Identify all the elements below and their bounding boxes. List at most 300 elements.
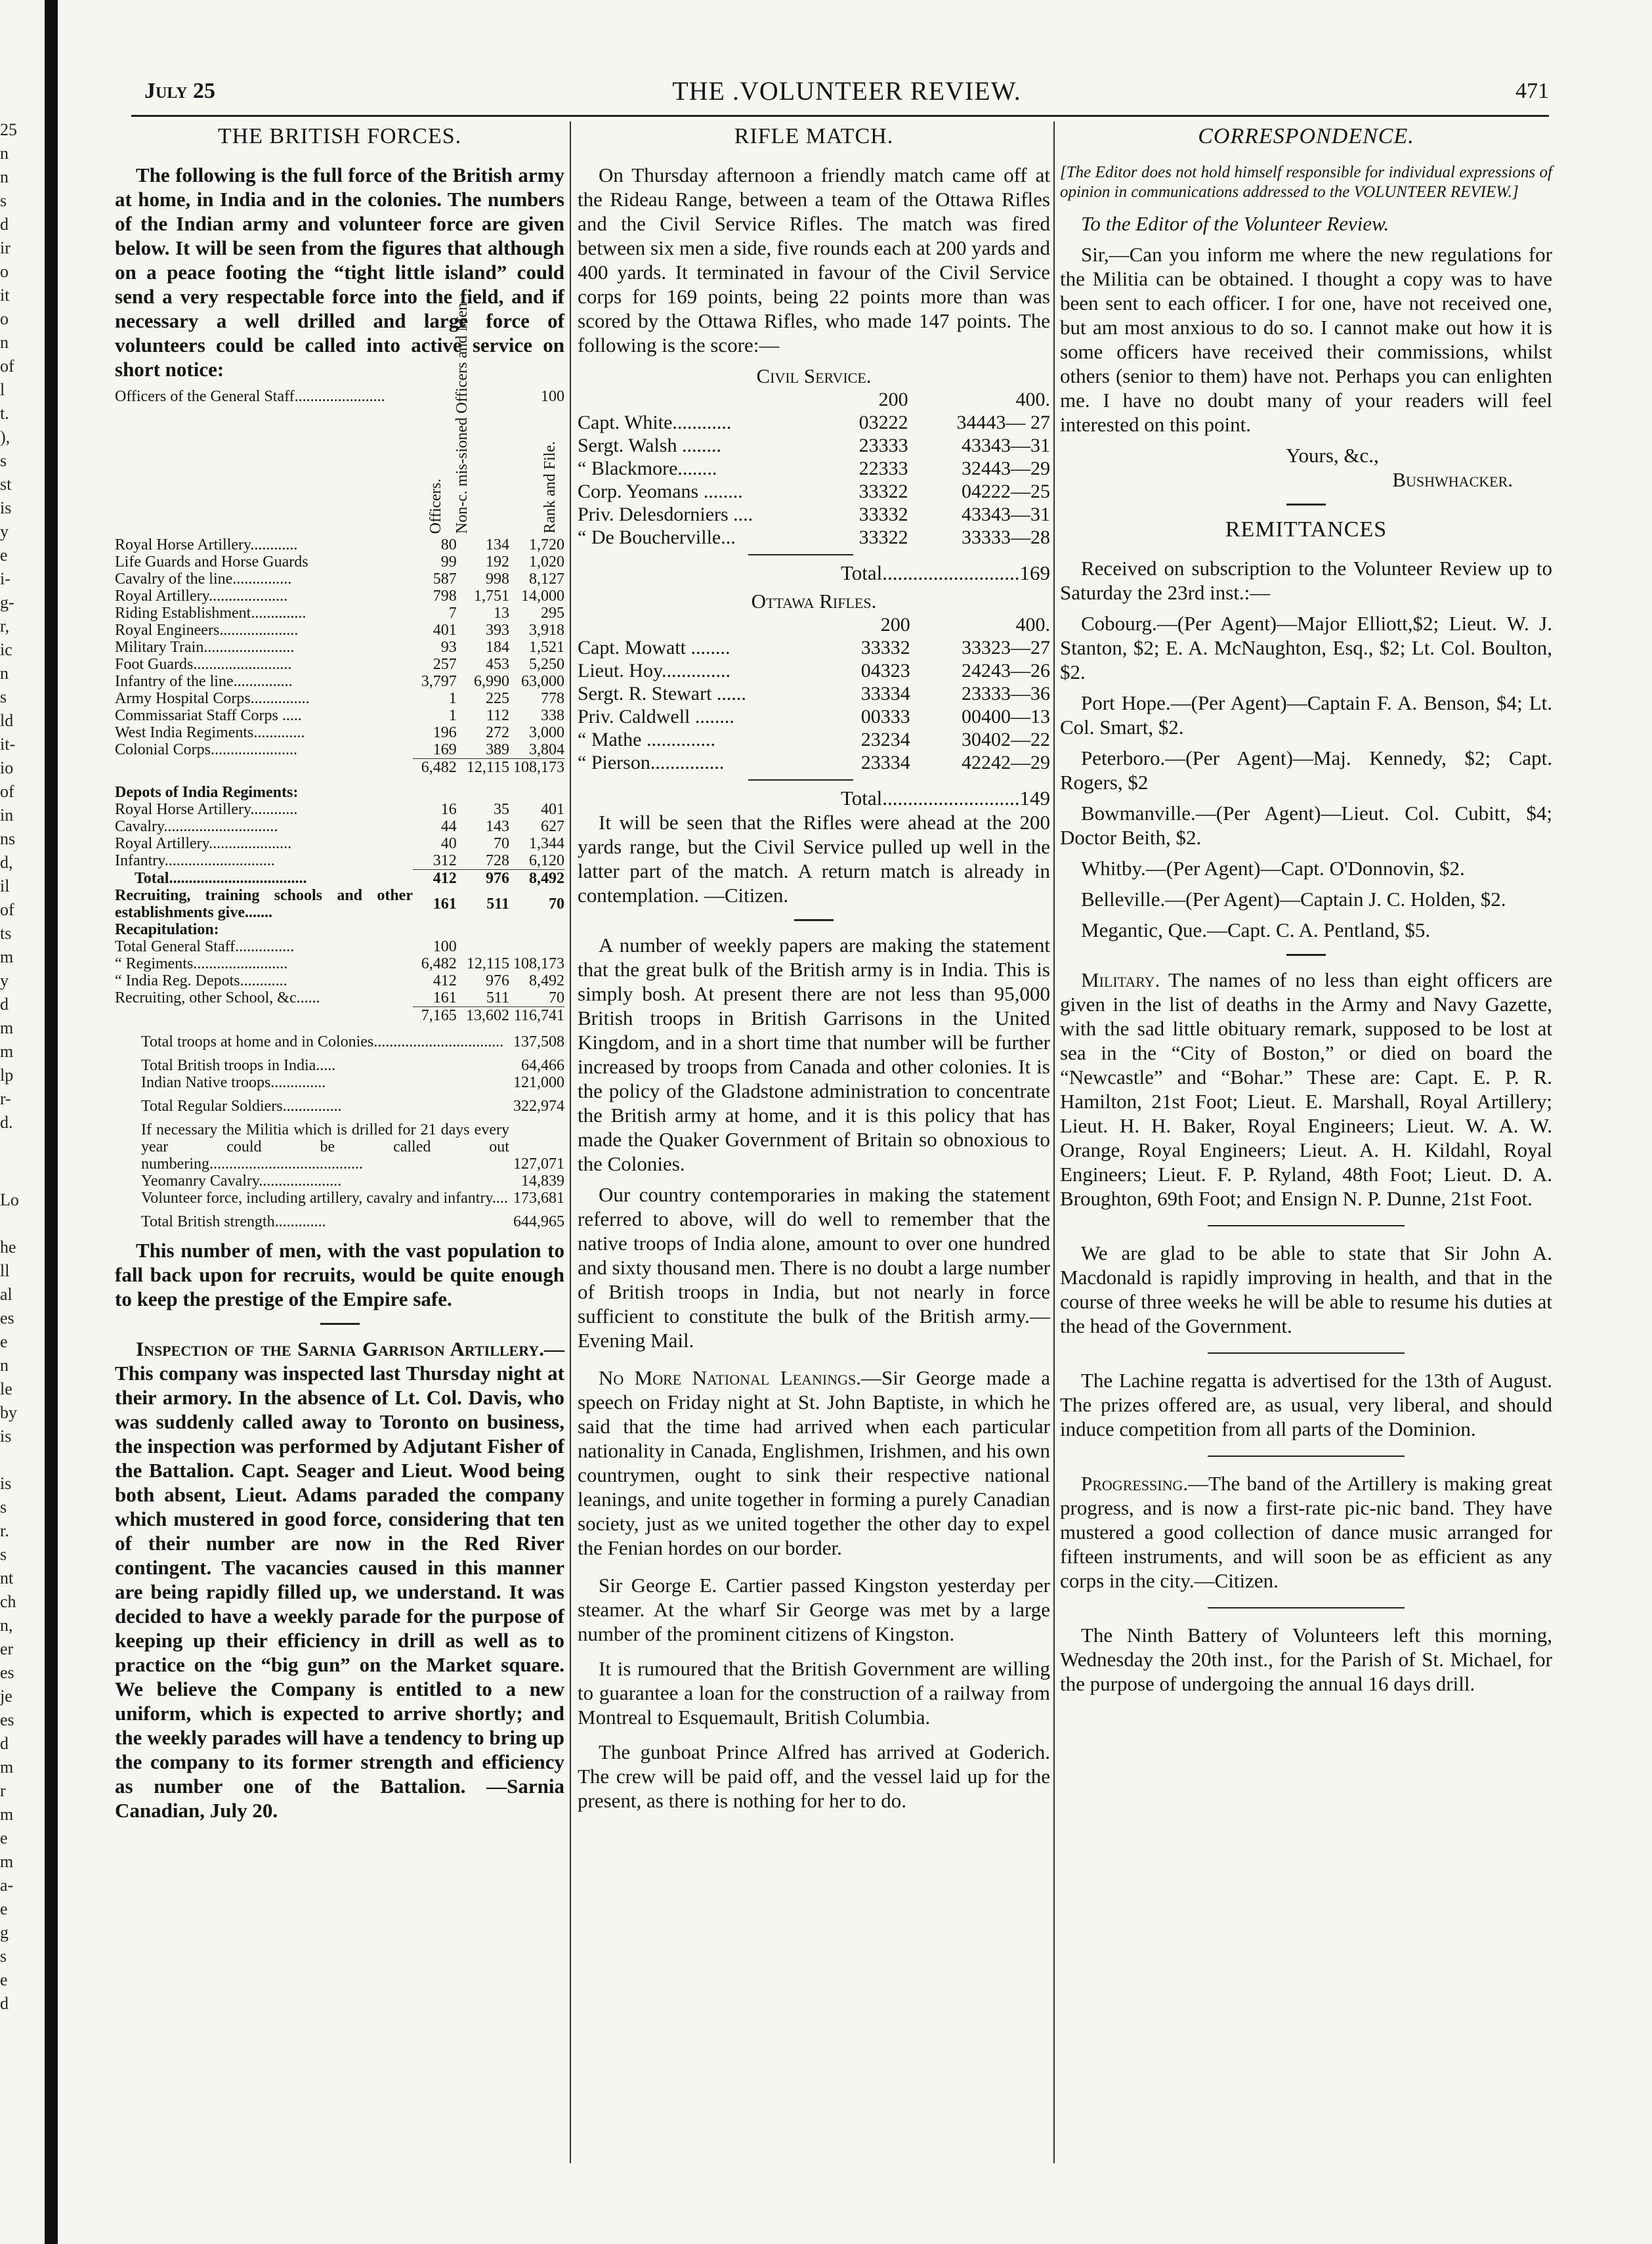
edge-fragment-text: ts	[0, 924, 12, 943]
unit-row-a: 169	[433, 741, 457, 758]
edge-fragment-text	[0, 1212, 39, 1236]
edge-fragment-text: r-	[0, 1089, 11, 1108]
national-leanings-title: No More National Leanings.	[599, 1366, 862, 1389]
depot-row-b: 70	[493, 835, 509, 852]
letter-closing: Yours, &c.,	[1286, 444, 1379, 467]
unit-row-a: 257	[433, 656, 457, 673]
score-row	[578, 682, 1050, 705]
unit-row-name: West India Regiments.............	[115, 724, 305, 741]
team1-total-label: Total...........................	[840, 561, 1020, 584]
page-number: 471	[1515, 79, 1549, 103]
unit-row-name: Infantry of the line...............	[115, 673, 293, 690]
depot-row	[115, 835, 564, 852]
unit-row-b: 453	[485, 656, 509, 673]
edge-fragment-text: e	[0, 1828, 8, 1847]
cartier-para: Sir George E. Cartier passed Kingston yesterday per steamer. At the wharf Sir George was met by a large number of the prominent citizens of Kingston.	[578, 1574, 1050, 1645]
edge-fragment-text: lp	[0, 1066, 14, 1085]
edge-fragment-text: nt	[0, 1568, 14, 1587]
recap-row	[115, 938, 564, 955]
rifle-match-heading: RIFLE MATCH.	[734, 124, 894, 148]
score-cell-a: 33322	[858, 481, 908, 502]
column-headers-row	[115, 405, 564, 536]
units-total-row	[115, 759, 564, 777]
score-cell-b: 24243—26	[962, 660, 1050, 681]
unit-row-name: Army Hospital Corps...............	[115, 690, 310, 707]
separator	[1208, 1352, 1405, 1354]
remittance-entry: Port Hope.—(Per Agent)—Captain F. A. Benson, $4; Lt. Col. Smart, $2.	[1060, 691, 1552, 739]
remittance-entry: Cobourg.—(Per Agent)—Major Elliott,$2; Lieut. W. J. Stanton, $2; E. A. McNaughton, Esq., $2; Lt. Col. Boulton, $2.	[1060, 612, 1552, 683]
recap-row-b: 511	[486, 989, 509, 1006]
score-cell-n: “ De Boucherville...	[578, 527, 736, 548]
unit-row	[115, 673, 564, 690]
edge-fragment-text: Lo	[0, 1190, 19, 1209]
issue-date: July 25	[144, 79, 215, 103]
unit-row-a: 1	[448, 690, 457, 707]
recap-row-a: 100	[433, 938, 457, 955]
edge-fragment-text: d	[0, 215, 9, 234]
remittance-entry: Peterboro.—(Per Agent)—Maj. Kennedy, $2; Capt. Rogers, $2	[1060, 746, 1552, 794]
edge-fragment-text: je	[0, 1687, 12, 1706]
total-label: Total Regular Soldiers...............	[141, 1098, 342, 1115]
score-row	[578, 636, 1050, 659]
newspaper-title: THE .VOLUNTEER REVIEW.	[672, 76, 1021, 106]
army-india-para: A number of weekly papers are making the statement that the great bulk of the British army is in India. This is simply bosh. At present there are not less than 95,000 British troops in British Garrisons in the United Kingdom, and in a short time that number will be further increased by troops from Canada and other colonies. It is the policy of the Gladstone administration to concentrate the British army at home, and it is this policy that has made the Quaker Government of Britain so obnoxious to the Colonies.	[578, 934, 1050, 1175]
edge-fragment-text: m	[0, 947, 14, 966]
total-label: If necessary the Militia which is drilled for 21 days every year could be called out numbering.......................................	[141, 1121, 509, 1173]
total-row	[115, 1173, 564, 1190]
unit-row-a: 196	[433, 724, 457, 741]
edge-fragment-text: i-	[0, 569, 11, 588]
recap-row-a: 161	[433, 989, 457, 1006]
depot-row-a: 312	[433, 852, 457, 869]
team1-name: Civil Service.	[756, 364, 872, 387]
unit-row	[115, 622, 564, 639]
unit-row-b: 192	[485, 553, 509, 571]
edge-fragment-text: ),	[0, 427, 11, 446]
edge-fragment-text: e	[0, 546, 8, 565]
edge-fragment-text: it	[0, 286, 10, 305]
correspondence-heading: CORRESPONDENCE.	[1198, 124, 1414, 148]
unit-row-c: 1,521	[529, 639, 564, 656]
remittance-entry: Belleville.—(Per Agent)—Captain J. C. Holden, $2.	[1081, 888, 1506, 911]
edge-fragment-text: g-	[0, 593, 14, 612]
score-cell-a: 23333	[858, 435, 908, 456]
recap-row-c: 8,492	[529, 972, 564, 989]
unit-row-name: Riding Establishment..............	[115, 605, 307, 622]
depot-row-name: Infantry............................	[115, 852, 275, 870]
native-troops-para: Our country contemporaries in making the statement referred to above, will do well to remember that the native troops of India alone, amount to over one hundred and sixty thousand men. There is no doubt a large number of British troops in India, but not nearly in force sufficient to constitute the bulk of the British army.—Evening Mail.	[578, 1183, 1050, 1352]
col-header-nco: Non-c. mis-sioned Officers and Men	[453, 302, 471, 534]
edge-fragment-text: 25	[0, 120, 17, 139]
score-cell-a: 33322	[858, 527, 908, 548]
edge-fragment-text: ns	[0, 829, 16, 848]
unit-row-a: 80	[440, 536, 457, 553]
edge-fragment-text: s	[0, 1498, 7, 1517]
rifle-match-after: It will be seen that the Rifles were ahead at the 200 yards range, but the Civil Service pulled up well in the latter part of the match. A return match is already in contemplation. —Citizen.	[578, 811, 1050, 907]
edge-fragment-text: es	[0, 1663, 14, 1682]
edge-fragment-text: is	[0, 1427, 12, 1446]
depots-label-row: Depots of India Regiments:	[115, 784, 299, 801]
column-rule-2	[1053, 121, 1055, 2163]
edge-fragment-text: s	[0, 1545, 7, 1564]
total-label: Indian Native troops..............	[141, 1074, 326, 1091]
score-cell-n: Priv. Caldwell ........	[578, 706, 734, 727]
score-cell-b: 32443—29	[962, 458, 1050, 479]
score-row	[578, 480, 1050, 503]
separator	[1208, 1225, 1405, 1226]
edge-fragment-text: a-	[0, 1876, 14, 1895]
total-value: 173,681	[513, 1190, 564, 1207]
score-cell-b: 30402—22	[962, 729, 1050, 750]
letter-body: Sir,—Can you inform me where the new regulations for the Militia can be obtained. I thought a copy was to have been sent to each officer. I for one, have not received one, but am most anxious to do so. I cannot make out how it is some officers have received their commissions, whilst others (senior to them) have not. Perhaps you can enlighten me. I have no doubt many of your readers will feel interested on this point.	[1060, 243, 1552, 436]
edge-fragment-text: ir	[0, 238, 11, 257]
total-value: 137,508	[513, 1033, 564, 1050]
depot-row-b: 728	[485, 852, 509, 869]
total-label: Total British strength.............	[141, 1213, 326, 1230]
unit-row-name: Life Guards and Horse Guards	[115, 553, 308, 571]
depot-row-c: 1,344	[529, 835, 564, 852]
recap-row-name: “ Regiments........................	[115, 955, 288, 972]
editor-note: [The Editor does not hold himself responsible for individual expressions of opinion in communications addressed to the VOLUNTEER REVIEW.]	[1060, 163, 1552, 201]
unit-row-a: 3,797	[421, 673, 457, 690]
unit-row	[115, 571, 564, 588]
units-total-officers: 6,482	[413, 759, 457, 777]
unit-row-name: Royal Horse Artillery............	[115, 536, 298, 553]
separator	[320, 1323, 360, 1325]
unit-row	[115, 639, 564, 656]
depot-row	[115, 852, 564, 870]
depot-row-a: 40	[440, 835, 457, 852]
depots-total-row: Total................................... 412 976 8,492	[135, 869, 564, 887]
score-cell-b: 34443— 27	[956, 412, 1050, 433]
total-row	[115, 1074, 564, 1091]
team2-name: Ottawa Rifles.	[751, 590, 877, 613]
adjacent-page-fragment	[0, 118, 39, 1132]
unit-row-name: Foot Guards.........................	[115, 656, 292, 673]
edge-fragment-text: m	[0, 1758, 14, 1777]
national-leanings-body: —Sir George made a speech on Friday night at St. John Baptiste, in which he said that the time had arrived when each particular nationality in Canada, Englishmen, Irishmen, and his own countrymen, ought to sink their respective national leanings, and unite together in forming a purely Canadian society, just as we united together the other day to expel the Fenian hordes on our border.	[578, 1366, 1050, 1559]
edge-fragment-text: he	[0, 1238, 16, 1257]
edge-fragment-text: es	[0, 1710, 14, 1729]
total-row	[115, 1121, 564, 1173]
sarnia-title: Inspection of the Sarnia Garrison Artillery.	[136, 1337, 544, 1360]
score-cell-b: 00400—13	[962, 706, 1050, 727]
macdonald-para: We are glad to be able to state that Sir John A. Macdonald is rapidly improving in health, and that in the course of three weeks he will be able to resume his duties at the head of the Government.	[1060, 1241, 1552, 1337]
edge-fragment-text: io	[0, 758, 14, 777]
separator	[1208, 1456, 1405, 1457]
separator	[1208, 1607, 1405, 1608]
separator	[794, 919, 834, 921]
depot-row-a: 16	[440, 801, 457, 818]
score-cell-n: “ Mathe ..............	[578, 729, 715, 750]
unit-row	[115, 690, 564, 707]
score-cell-n: Sergt. R. Stewart ......	[578, 683, 746, 704]
total-label: Yeomanry Cavalry.....................	[141, 1173, 342, 1190]
unit-row	[115, 588, 564, 605]
edge-fragment-text: ld	[0, 711, 14, 730]
edge-fragment-text: n,	[0, 1616, 13, 1635]
depot-row-name: Cavalry.............................	[115, 818, 278, 835]
score-cell-n: Priv. Delesdorniers ....	[578, 504, 753, 525]
edge-fragment-text: n	[0, 1356, 9, 1375]
separator	[1286, 504, 1326, 506]
sarnia-body: —This company was inspected last Thursday night at their armory. In the absence of Lt. Col. Davis, who was suddenly called away to Toronto on business, the inspection was performed by Adjutant Fisher of the Battalion. Capt. Seager and Lieut. Wood being both absent, Lieut. Adams paraded the company which mustered in good force, considering that ten of their number are now in the Red River contingent. The vacancies caused in this manner are being rapidly filled up, we understand. It was decided to have a weekly parade for the purpose of keeping up their efficiency in drill as well as to practice on the “big gun” on the Market square. We believe the Company is entitled to a new uniform, which is expected to arrive shortly; and the weekly parades will have a tendency to bring up the company to its former strength and efficiency as number one of the Battalion. —Sarnia Canadian, July 20.	[115, 1337, 564, 1822]
railway-para: It is rumoured that the British Government are willing to guarantee a loan for the construction of a railway from Montreal to Esquemault, British Columbia.	[578, 1657, 1050, 1729]
edge-fragment-text: by	[0, 1403, 17, 1422]
units-total-nco: 12,115	[457, 759, 509, 777]
edge-fragment-text: is	[0, 498, 12, 517]
column-correspondence	[1060, 121, 1552, 1702]
edge-fragment-text: s	[0, 687, 7, 706]
score-cell-a: 33332	[858, 504, 908, 525]
unit-row-a: 587	[433, 571, 457, 588]
edge-fragment-text: in	[0, 806, 14, 825]
depot-row-name: Royal Artillery.....................	[115, 835, 292, 852]
score-cell-n: Capt. Mowatt ........	[578, 637, 731, 658]
edge-fragment-text: er	[0, 1639, 14, 1658]
team2-total-label: Total...........................	[840, 787, 1020, 809]
edge-fragment-text: il	[0, 876, 10, 895]
recap-row-b: 976	[485, 972, 509, 989]
unit-row-name: Cavalry of the line...............	[115, 571, 292, 588]
score-row	[578, 457, 1050, 480]
total-value: 322,974	[513, 1098, 564, 1115]
unit-row	[115, 605, 564, 622]
edge-fragment-text: ll	[0, 1261, 10, 1280]
score-cell-b: 43343—31	[962, 504, 1050, 525]
letter-signature: Bushwhacker.	[1392, 468, 1513, 491]
edge-fragment-text: e	[0, 1970, 8, 1989]
edge-fragment-text: o	[0, 309, 9, 328]
recap-total-row: 7,165 13,602 116,741	[115, 1007, 564, 1025]
edge-fragment-text: ch	[0, 1592, 16, 1611]
col-header-officers: Officers.	[427, 478, 444, 534]
recap-row-name: Recruiting, other School, &c......	[115, 989, 320, 1007]
unit-row-name: Commissariat Staff Corps .....	[115, 707, 302, 724]
edge-fragment-text: e	[0, 1332, 8, 1351]
score-cell-b: 04222—25	[962, 481, 1050, 502]
recap-label-row: Recapitulation:	[115, 921, 219, 938]
edge-fragment-text: s	[0, 1947, 7, 1966]
separator	[748, 554, 853, 555]
edge-fragment-text: of	[0, 782, 14, 801]
band-body: —The band of the Artillery is making great progress, and is now a first-rate pic-nic band. They have mustered a good collection of dance music arranged for fifteen instruments, and will soon be as efficient as any corps in the city.—Citizen.	[1060, 1472, 1552, 1592]
recap-row	[115, 972, 564, 989]
edge-fragment-text: m	[0, 1852, 14, 1871]
edge-fragment-text: s	[0, 191, 7, 210]
unit-row-b: 1,751	[473, 588, 509, 605]
edge-fragment-text: r	[0, 1781, 6, 1800]
score-row	[578, 526, 1050, 549]
edge-fragment-text: n	[0, 144, 9, 163]
score-cell-a: 03222	[858, 412, 908, 433]
unit-row-b: 272	[485, 724, 509, 741]
header-rule	[131, 115, 1549, 117]
units-total-rank-file: 108,173	[509, 759, 564, 777]
score-cell-a: 00333	[860, 706, 910, 727]
unit-row	[115, 553, 564, 571]
remittance-entry: Whitby.—(Per Agent)—Capt. O'Donnovin, $2.	[1081, 857, 1465, 880]
page-edge-bar	[45, 0, 58, 2244]
score-row	[578, 659, 1050, 682]
edge-fragment-text: is	[0, 1474, 12, 1493]
adjacent-page-fragment-lower	[0, 1188, 39, 2075]
recap-row	[115, 955, 564, 972]
score-cell-a: 23234	[860, 729, 910, 750]
depot-row-c: 6,120	[529, 852, 564, 869]
depot-row-b: 35	[493, 801, 509, 818]
forces-closing: This number of men, with the vast population to fall back upon for recruits, would be quite enough to keep the prestige of the Empire safe.	[115, 1239, 564, 1310]
edge-fragment-text: it-	[0, 735, 16, 754]
total-row	[115, 1213, 564, 1230]
edge-fragment-text: s	[0, 451, 7, 470]
unit-row-c: 63,000	[521, 673, 564, 690]
team1-total: 169	[1019, 561, 1050, 584]
edge-fragment-text: y	[0, 971, 9, 990]
lachine-para: The Lachine regatta is advertised for the 13th of August. The prizes offered are, as usual, very liberal, and should induce competition from all parts of the Dominion.	[1060, 1369, 1552, 1440]
total-label: Total troops at home and in Colonies.................................	[141, 1033, 504, 1050]
unit-row	[115, 656, 564, 673]
unit-row-a: 798	[433, 588, 457, 605]
score-row	[578, 434, 1050, 457]
unit-row-name: Royal Artillery....................	[115, 588, 288, 605]
total-value: 64,466	[521, 1057, 564, 1074]
unit-row-b: 225	[485, 690, 509, 707]
edge-fragment-text: le	[0, 1379, 12, 1398]
forces-table	[115, 302, 564, 1230]
remittance-entry: Bowmanville.—(Per Agent)—Lieut. Col. Cubitt, $4; Doctor Beith, $2.	[1060, 802, 1552, 849]
score-cell-b: 33323—27	[962, 637, 1050, 658]
total-value: 14,839	[521, 1173, 564, 1190]
score-row	[578, 728, 1050, 751]
total-value: 127,071	[513, 1155, 564, 1173]
total-label: Total British troops in India.....	[141, 1057, 336, 1074]
total-row	[115, 1033, 564, 1050]
remittance-entry: Megantic, Que.—Capt. C. A. Pentland, $5.	[1081, 918, 1431, 941]
unit-row-name: Royal Engineers....................	[115, 622, 299, 639]
separator	[1286, 954, 1326, 956]
score-cell-b: 23333—36	[962, 683, 1050, 704]
unit-row-a: 93	[440, 639, 457, 656]
edge-fragment-text: al	[0, 1285, 12, 1304]
score-cell-a: 33332	[860, 637, 910, 658]
score-row	[578, 411, 1050, 434]
edge-fragment-text: n	[0, 664, 9, 683]
unit-row-name: Colonial Corps......................	[115, 741, 298, 759]
score-cell-n: Lieut. Hoy..............	[578, 660, 731, 681]
unit-row-c: 3,000	[529, 724, 564, 741]
score-cell-a: 33334	[860, 683, 910, 704]
total-value: 644,965	[513, 1213, 564, 1230]
unit-row-a: 7	[448, 605, 457, 622]
edge-fragment-text: r,	[0, 616, 10, 636]
score-cell-a: 23334	[860, 752, 910, 773]
recap-row-b	[457, 938, 509, 955]
recap-row-name: Total General Staff...............	[115, 938, 295, 955]
depot-row	[115, 818, 564, 835]
edge-fragment-text: of	[0, 356, 14, 376]
score-cell-a: 04323	[860, 660, 910, 681]
unit-row-b: 184	[485, 639, 509, 656]
total-row	[115, 1190, 564, 1207]
score-cell-a: 22333	[858, 458, 908, 479]
edge-fragment-text: n	[0, 333, 9, 352]
score-cell-n: “ Pierson...............	[578, 752, 725, 773]
unit-row-b: 134	[485, 536, 509, 553]
unit-row-a: 99	[440, 553, 457, 571]
unit-row-c: 3,804	[529, 741, 564, 758]
unit-row	[115, 741, 564, 759]
general-staff-label: Officers of the General Staff.......................	[115, 388, 385, 405]
unit-row	[115, 707, 564, 724]
depot-row-b: 143	[485, 818, 509, 835]
ninth-battery-para: The Ninth Battery of Volunteers left this morning, Wednesday the 20th inst., for the Parish of St. Michael, for the purpose of undergoing the annual 16 days drill.	[1060, 1624, 1552, 1695]
score-row	[578, 751, 1050, 774]
edge-fragment-text: of	[0, 900, 14, 919]
edge-fragment-text: n	[0, 167, 9, 186]
edge-fragment-text: m	[0, 1805, 14, 1824]
recap-row-b: 12,115	[466, 955, 509, 972]
unit-row-b: 13	[493, 605, 509, 622]
recap-row-c: 70	[549, 989, 564, 1006]
score-cell-n: Capt. White............	[578, 412, 732, 433]
edge-fragment-text	[0, 1448, 39, 1472]
british-forces-intro: The following is the full force of the British army at home, in India and in the colonies. The numbers of the Indian army and volunteer force are given below. It will be seen from the figures that although on a peace footing the “tight little island” could send a very respectable force into the field, and if necessary a well drilled and large force of volunteers could be called into active service on short notice:	[115, 163, 564, 381]
total-label: Volunteer force, including artillery, cavalry and infantry....	[141, 1190, 508, 1207]
score-cell-n: “ Blackmore........	[578, 458, 717, 479]
unit-row-b: 6,990	[473, 673, 509, 690]
recap-row-c: 108,173	[513, 955, 564, 972]
total-row	[115, 1057, 564, 1074]
military-title: Military.	[1081, 968, 1160, 991]
score-cell-n: Corp. Yeomans ........	[578, 481, 743, 502]
letter-address: To the Editor of the Volunteer Review.	[1081, 212, 1389, 235]
unit-row-c: 338	[541, 707, 564, 724]
remittances-intro: Received on subscription to the Volunteer Review up to Saturday the 23rd inst.:—	[1060, 557, 1552, 604]
score-cell-b: 43343—31	[962, 435, 1050, 456]
edge-fragment-text: es	[0, 1308, 14, 1327]
unit-row	[115, 724, 564, 741]
edge-fragment-text: d	[0, 1734, 9, 1753]
unit-row-b: 112	[486, 707, 509, 724]
score-cell-b: 33333—28	[962, 527, 1050, 548]
unit-row-c: 778	[541, 690, 564, 707]
score-cell-n: Sergt. Walsh ........	[578, 435, 721, 456]
total-value: 121,000	[513, 1074, 564, 1091]
recruiting-row: Recruiting, training schools and other establishments give....... 161 511 70	[115, 887, 564, 921]
score-row	[578, 503, 1050, 526]
page-header	[144, 76, 1549, 115]
edge-fragment-text: o	[0, 262, 9, 281]
edge-fragment-text: d	[0, 995, 9, 1014]
unit-row-b: 389	[485, 741, 509, 758]
remittances-heading: REMITTANCES	[1225, 517, 1387, 542]
edge-fragment-text: m	[0, 1042, 14, 1061]
recap-row-a: 6,482	[421, 955, 457, 972]
total-row	[115, 1098, 564, 1115]
band-title: Progressing.	[1081, 1472, 1189, 1495]
unit-row-b: 998	[485, 571, 509, 588]
depot-row-name: Royal Horse Artillery............	[115, 801, 298, 818]
unit-row-c: 3,918	[529, 622, 564, 639]
depot-row-c: 401	[541, 801, 564, 818]
team2-total: 149	[1019, 787, 1050, 809]
recap-row-a: 412	[433, 972, 457, 989]
edge-fragment-text: e	[0, 1899, 8, 1918]
british-forces-heading: THE BRITISH FORCES.	[217, 124, 462, 148]
unit-row-c: 14,000	[521, 588, 564, 605]
recap-row-name: “ India Reg. Depots............	[115, 972, 287, 989]
